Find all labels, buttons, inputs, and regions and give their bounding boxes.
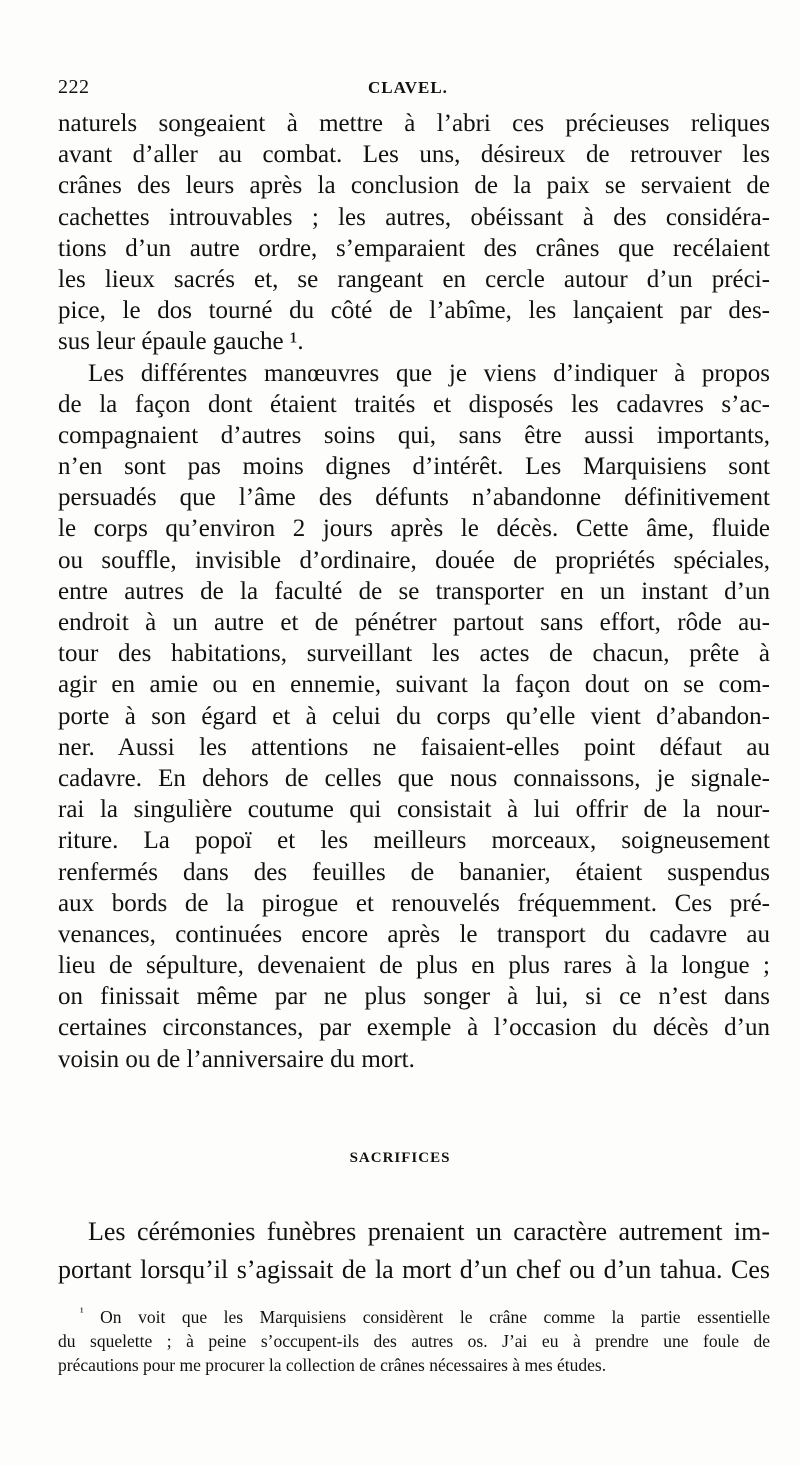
text-line: tour des habitations, surveillant les actes de chacun, prête à	[58, 640, 770, 668]
text-line: n’en sont pas moins dignes d’intérêt. Les Marquisiens sont	[58, 453, 770, 481]
text-line: sus leur épaule gauche ¹.	[58, 328, 304, 356]
text-line: rai la singulière coutume qui consistait à lui offrir de la nour-	[58, 796, 770, 824]
text-line: certaines circonstances, par exemple à l’occasion du décès d’un	[58, 1014, 770, 1042]
section-heading: SACRIFICES	[349, 1150, 451, 1166]
main-text	[58, 108, 770, 1075]
footnote-line: du squelette ; à peine s’occupent-ils des autres os. J’ai eu à prendre une foule de	[58, 1331, 770, 1351]
text-line: lieu de sépulture, devenaient de plus en plus rares à la longue ;	[58, 952, 770, 980]
text-line: ou souffle, invisible d’ordinaire, douée de propriétés spéciales,	[58, 546, 770, 574]
text-line: naturels songeaient à mettre à l’abri ces précieuses reliques	[58, 110, 770, 137]
text-line: venances, continuées encore après le transport du cadavre au	[58, 920, 770, 948]
text-line: cadavre. En dehors de celles que nous connaissons, je signale-	[58, 764, 770, 792]
text-line: crânes des leurs après la conclusion de la paix se servaient de	[58, 172, 770, 200]
footnote-line	[58, 1305, 770, 1329]
text-line: riture. La popoï et les meilleurs morceaux, soigneusement	[58, 827, 770, 855]
footnote-line-text: On voit que les Marquisiens considèrent le crâne comme la partie essentielle	[100, 1307, 771, 1327]
running-title: CLAVEL.	[368, 78, 448, 97]
text-line: pice, le dos tourné du côté de l’abîme, les lançaient par des-	[58, 297, 770, 325]
text-line: Les différentes manœuvres que je viens d’indiquer à propos	[88, 359, 770, 387]
footnote	[58, 1305, 770, 1377]
text-line: renfermés dans des feuilles de bananier, étaient suspendus	[58, 858, 770, 886]
text-line: voisin ou de l’anniversaire du mort.	[58, 1045, 415, 1073]
text-line: porte à son égard et à celui du corps qu’elle vient d’abandon-	[58, 702, 770, 730]
text-line: on finissait même par ne plus songer à lui, si ce n’est dans	[58, 983, 770, 1011]
text-line: les lieux sacrés et, se rangeant en cercle autour d’un préci-	[58, 265, 770, 293]
text-line: endroit à un autre et de pénétrer partout sans effort, rôde au-	[58, 609, 770, 636]
text-line: aux bords de la pirogue et renouvelés fréquemment. Ces pré-	[58, 889, 770, 917]
text-line: persuadés que l’âme des défunts n’abandonne définitivement	[58, 484, 770, 512]
section-text	[58, 1213, 770, 1289]
section-line: Les cérémonies funèbres prenaient un caractère autrement im-	[88, 1217, 770, 1246]
text-line: cachettes introuvables ; les autres, obéissant à des considéra-	[58, 203, 770, 231]
footnote-marker: ¹	[80, 1305, 84, 1320]
section-line: portant lorsqu’il s’agissait de la mort d’un chef ou d’un tahua. Ces	[58, 1255, 770, 1284]
text-line: compagnaient d’autres soins qui, sans être aussi importants,	[58, 421, 770, 449]
text-line: agir en amie ou en ennemie, suivant la façon dout on se com-	[58, 671, 770, 699]
text-line: avant d’aller au combat. Les uns, désireux de retrouver les	[58, 141, 770, 169]
page-number: 222	[58, 76, 90, 98]
text-line: entre autres de la faculté de se transporter en un instant d’un	[58, 577, 770, 605]
footnote-line: précautions pour me procurer la collection de crânes nécessaires à mes études.	[58, 1355, 607, 1375]
text-line: le corps qu’environ 2 jours après le décès. Cette âme, fluide	[58, 515, 770, 543]
running-head	[58, 76, 766, 104]
text-line: de la façon dont étaient traités et disposés les cadavres s’ac-	[58, 390, 770, 418]
text-line: tions d’un autre ordre, s’emparaient des crânes que recélaient	[58, 234, 770, 262]
text-line: ner. Aussi les attentions ne faisaient-elles point défaut au	[58, 733, 770, 761]
